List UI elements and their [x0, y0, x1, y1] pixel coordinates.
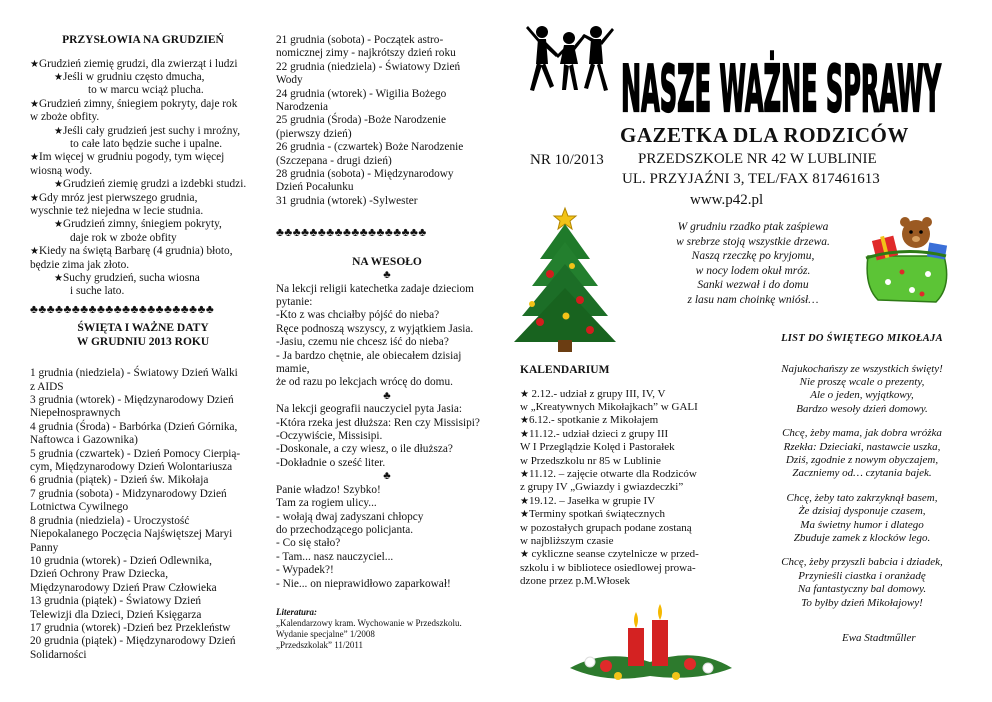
dancing-children-logo — [524, 24, 614, 98]
date-line: nomicznej zimy - najkrótszy dzień roku — [276, 47, 456, 60]
date-line: 3 grudnia (wtorek) - Międzynarodowy Dzień — [30, 394, 234, 407]
joke-line: -Jasiu, czemu nie chcesz iść do nieba? — [276, 336, 449, 349]
calendar-line: ★11.12.- udział dzieci z grupy III — [520, 427, 669, 440]
letter-stanza — [762, 363, 962, 417]
letter-line: Bardzo wesoły dzień domowy. — [796, 402, 928, 415]
letter-stanza — [762, 492, 962, 546]
poem-line: Naszą rzeczkę po kryjomu, — [691, 250, 815, 262]
calendar-line: ★Terminy spotkań świątecznych — [520, 508, 666, 521]
joke-line: -Oczywiście, Missisipi. — [276, 430, 383, 443]
joke-3 — [276, 484, 498, 591]
proverb-line: ★Grudzień ziemię grudzi a izdebki studzi. — [54, 178, 247, 191]
date-line: 7 grudnia (sobota) - Midzynarodowy Dzień — [30, 487, 227, 500]
star-icon: ★ — [520, 468, 529, 480]
proverb-line: wyschnie też niejedna w lecie studnia. — [30, 204, 204, 217]
date-line: Dzień Pocałunku — [276, 181, 354, 194]
proverb-line: daje rok w zboże obfity — [70, 231, 177, 244]
letter-line: Przynieśli ciastka i oranżadę — [798, 569, 926, 582]
joke-line: Na lekcji religii katechetka zadaje dzieciom — [276, 282, 474, 295]
joke-line: Panie władzo! Szybko! — [276, 483, 381, 496]
clover-separator: ♣ — [383, 470, 391, 483]
calendar-line: ★ 2.12.- udział z grupy III, IV, V — [520, 387, 666, 400]
proverb-line: ★Grudzień ziemię grudzi, dla zwierząt i ludzi — [30, 57, 238, 70]
date-line: 1 grudnia (niedziela) - Światowy Dzień Walki — [30, 367, 238, 380]
date-line: 10 grudnia (wtorek) - Dzień Odlewnika, — [30, 554, 212, 567]
holidays-title-2: W GRUDNIU 2013 ROKU — [76, 335, 210, 348]
calendar-line: dzone przez p.M.Włosek — [520, 575, 630, 588]
poem-line: z lasu nam choinkę wniósł… — [687, 293, 819, 306]
calendar-line: ★11.12. – zajęcie otwarte dla Rodziców — [520, 467, 697, 480]
proverb-line: będzie zima jak złoto. — [30, 258, 130, 271]
column-left — [30, 34, 256, 662]
joke-line: - Nie... on nieprawidłowo zaparkował! — [276, 577, 451, 590]
holidays-list-continued — [276, 34, 498, 208]
star-icon: ★ — [520, 549, 532, 561]
joke-1 — [276, 283, 498, 390]
date-line: Solidarności — [30, 648, 87, 661]
letter-line: Nie proszę wcale o prezenty, — [799, 375, 925, 388]
letter-author: Ewa Stadtműller — [842, 632, 916, 644]
calendar-line: ★19.12. – Jasełka w grupie IV — [520, 494, 656, 507]
school-website: www.p42.pl — [690, 192, 764, 208]
proverb-line: ★Jeśli w grudniu często dmucha, — [54, 70, 205, 83]
star-icon: ★ — [30, 98, 39, 110]
letter-line: Że dzisiaj dysponuje czasem, — [798, 505, 926, 518]
masthead-text: NASZE WAŻNE SPRAWY — [621, 51, 942, 127]
letter-line: Najukochańszy ze wszystkich święty! — [781, 362, 943, 375]
date-line: Dzień Ochrony Praw Dziecka, — [30, 568, 169, 581]
calendar-section — [520, 364, 720, 589]
calendar-line: w pozostałych grupach podane zostaną — [520, 521, 692, 534]
school-address: UL. PRZYJAŹNI 3, TEL/FAX 817461613 — [622, 171, 880, 187]
date-line: 21 grudnia (sobota) - Początek astro- — [276, 34, 444, 46]
poem-line: w nocy lodem okuł mróz. — [695, 264, 811, 277]
calendar-title: KALENDARIUM — [520, 364, 610, 376]
star-icon: ★ — [30, 246, 39, 258]
newsletter-subtitle: GAZETKA DLA RODZICÓW — [620, 123, 909, 147]
joke-line: mamie, — [276, 363, 310, 376]
joke-line: -Dokładnie o sześć liter. — [276, 456, 386, 469]
star-icon: ★ — [520, 509, 529, 521]
letter-section — [762, 332, 962, 621]
letter-line: Dziś, zgodnie z nowym obyczajem, — [785, 453, 939, 466]
date-line: 25 grudnia (Środa) -Boże Narodzenie — [276, 114, 447, 127]
proverbs-title: PRZYSŁOWIA NA GRUDZIEŃ — [62, 34, 224, 46]
joke-line: - Co się stało? — [276, 537, 341, 550]
date-line: 4 grudnia (Środa) - Barbórka (Dzień Górnika, — [30, 420, 238, 433]
joke-line: - Ja bardzo chętnie, ale obiecałem dzisiaj — [276, 349, 462, 362]
joke-line: do przechodzącego policjanta. — [276, 523, 414, 536]
star-icon: ★ — [30, 152, 39, 164]
literature — [276, 607, 498, 651]
star-icon: ★ — [30, 58, 39, 70]
proverb-line: ★Gdy mróz jest pierwszego grudnia, — [30, 191, 198, 204]
christmas-tree-icon — [510, 204, 620, 354]
date-line: Panny — [30, 541, 59, 554]
proverb-line: ★Im więcej w grudniu pogody, tym więcej — [30, 151, 225, 164]
date-line: 6 grudnia (piątek) - Dzień św. Mikołaja — [30, 474, 209, 487]
letter-line: Chcę, żeby przyszli babcia i dziadek, — [781, 556, 943, 569]
calendar-line: w „Kreatywnych Mikołajkach” w GALI — [520, 400, 698, 413]
joke-line: Ręce podnoszą wszyscy, z wyjątkiem Jasia. — [276, 322, 474, 335]
proverb-line: ★Grudzień zimny, śniegiem pokryty, — [54, 218, 222, 231]
joke-line: - Wypadek?! — [276, 564, 334, 577]
letter-stanza — [762, 556, 962, 610]
school-name: PRZEDSZKOLE NR 42 W LUBLINIE — [638, 151, 877, 167]
date-line: 8 grudnia (niedziela) - Uroczystość — [30, 514, 190, 527]
calendar-line: w najbliższym czasie — [520, 534, 614, 547]
proverb-line: ★Jeśli cały grudzień jest suchy i mroźny, — [54, 124, 241, 137]
clubs-divider: ♣♣♣♣♣♣♣♣♣♣♣♣♣♣♣♣♣♣♣♣♣♣ — [30, 302, 215, 316]
letter-stanza — [762, 427, 962, 481]
winter-poem — [656, 220, 850, 307]
star-icon: ★ — [54, 219, 63, 231]
column-middle — [276, 34, 498, 651]
letter-line: Ale o jeden, wyjątkowy, — [810, 389, 914, 402]
date-line: 22 grudnia (niedziela) - Światowy Dzień — [276, 60, 461, 73]
proverb-line: ★Grudzień zimny, śniegiem pokryty, daje rok — [30, 97, 238, 110]
letter-line: Chcę, żeby tato zakrzyknął basem, — [786, 491, 938, 504]
star-icon: ★ — [54, 71, 63, 83]
proverb-line: i suche lato. — [70, 285, 125, 298]
date-line: cym, Międzynarodowy Dzień Wolontariusza — [30, 461, 233, 474]
date-line: (Szczepana - drugi dzień) — [276, 154, 392, 167]
joke-line: że od razu po lekcjach wrócę do domu. — [276, 376, 453, 389]
calendar-line: W I Przeglądzie Kolęd i Pastorałek — [520, 441, 675, 454]
letter-line: Ma świetny humor i dlatego — [800, 518, 924, 531]
clubs-divider-short: ♣♣♣♣♣♣♣♣♣♣♣♣♣♣♣♣♣♣ — [276, 226, 427, 240]
calendar-line: szkolu i w bibliotece osiedlowej prowa- — [520, 561, 696, 574]
date-line: 26 grudnia - (czwartek) Boże Narodzenie — [276, 141, 464, 154]
joke-line: -Doskonale, a czy wiesz, o ile dłuższa? — [276, 443, 453, 456]
proverb-line: to całe lato będzie suche i upalne. — [70, 137, 223, 150]
calendar-line: z grupy IV „Gwiazdy i gwiazdeczki” — [520, 481, 684, 494]
star-icon: ★ — [520, 428, 529, 440]
issue-number: NR 10/2013 — [530, 152, 604, 168]
date-line: Lotnictwa Cywilnego — [30, 501, 129, 514]
literature-line: Wydanie specjalne” 1/2008 — [276, 628, 375, 639]
date-line: Niepokalanego Poczęcia Najświętszej Maryi — [30, 528, 233, 541]
gift-sack-icon — [858, 216, 954, 306]
holidays-list — [30, 367, 256, 662]
star-icon: ★ — [520, 415, 529, 427]
candles-decoration-icon — [566, 598, 736, 688]
date-line: 5 grudnia (czwartek) - Dzień Pomocy Cierpią- — [30, 447, 241, 460]
star-icon: ★ — [520, 388, 532, 400]
masthead-title — [616, 30, 946, 130]
letter-title: LIST DO ŚWIĘTEGO MIKOŁAJA — [781, 333, 943, 344]
star-icon: ★ — [54, 125, 63, 137]
star-icon: ★ — [54, 273, 63, 284]
date-line: Wody — [276, 74, 303, 87]
letter-line: Rzekła: Dzieciaki, nastawcie uszka, — [783, 440, 941, 453]
date-line: 24 grudnia (wtorek) - Wigilia Bożego — [276, 87, 447, 100]
date-line: 17 grudnia (wtorek) -Dzień bez Przekleństw — [30, 621, 231, 634]
star-icon: ★ — [54, 179, 63, 191]
poem-line: w srebrze stoją wszystkie drzewa. — [676, 235, 830, 248]
date-line: Niepełnosprawnych — [30, 407, 121, 420]
proverbs-list — [30, 58, 256, 299]
letter-line: Na fantastyczny bal domowy. — [797, 583, 927, 596]
date-line: Naftowca i Gazownika) — [30, 434, 138, 447]
literature-line: „Kalendarzowy kram. Wychowanie w Przedszkolu. — [276, 617, 462, 628]
literature-line: „Przedszkolak” 11/2011 — [276, 639, 364, 650]
joke-line: -Która rzeka jest dłuższa: Ren czy Missisipi? — [276, 416, 480, 429]
letter-line: Zbuduje zamek z klocków lego. — [793, 531, 931, 544]
proverb-line: wiosną wody. — [30, 164, 93, 177]
calendar-line: w Przedszkolu nr 85 w Lublinie — [520, 454, 661, 467]
proverb-line: ★Suchy grudzień, sucha wiosna — [54, 272, 200, 284]
jokes-title: NA WESOŁO — [352, 255, 422, 268]
calendar-line: ★ cykliczne seanse czytelnicze w przed- — [520, 548, 699, 561]
clover-separator: ♣ — [383, 389, 391, 402]
calendar-line: ★6.12.- spotkanie z Mikołajem — [520, 414, 659, 427]
joke-line: - Tam... nasz nauczyciel... — [276, 550, 394, 563]
letter-line: To byłby dzień Mikołajowy! — [801, 596, 923, 609]
holidays-title: ŚWIĘTA I WAŻNE DATY — [77, 322, 209, 335]
date-line: z AIDS — [30, 380, 64, 393]
clover-separator: ♣ — [383, 269, 391, 282]
proverb-line: to w marcu wciąż plucha. — [88, 84, 204, 97]
joke-line: -Kto z was chciałby pójść do nieba? — [276, 309, 440, 322]
poem-line: W grudniu rzadko ptak zaśpiewa — [677, 221, 829, 233]
letter-line: Zaczniemy od… czytania bajek. — [792, 467, 932, 480]
date-line: 31 grudnia (wtorek) -Sylwester — [276, 194, 418, 207]
date-line: Międzynarodowy Dzień Praw Człowieka — [30, 581, 217, 594]
date-line: Narodzenia — [276, 101, 329, 114]
joke-2 — [276, 403, 498, 470]
date-line: 28 grudnia (sobota) - Międzynarodowy — [276, 168, 454, 181]
proverb-line: w zboże obfity. — [30, 111, 100, 124]
joke-line: pytanie: — [276, 296, 313, 308]
date-line: 20 grudnia (piątek) - Międzynarodowy Dzień — [30, 635, 236, 648]
joke-line: - wołają dwaj zadyszani chłopcy — [276, 510, 424, 523]
letter-line: Chcę, żeby mama, jak dobra wróżka — [782, 427, 942, 440]
date-line: Telewizji dla Dzieci, Dzień Księgarza — [30, 608, 202, 621]
date-line: 13 grudnia (piątek) - Światowy Dzień — [30, 595, 201, 608]
poem-line: Sanki wezwał i do domu — [697, 279, 809, 291]
proverb-line: ★Kiedy na świętą Barbarę (4 grudnia) błoto, — [30, 245, 233, 258]
date-line: (pierwszy dzień) — [276, 127, 352, 140]
literature-label: Literatura: — [276, 606, 318, 617]
star-icon: ★ — [520, 495, 529, 507]
star-icon: ★ — [30, 192, 39, 204]
joke-line: Tam za rogiem ulicy... — [276, 497, 377, 510]
joke-line: Na lekcji geografii nauczyciel pyta Jasia: — [276, 403, 463, 416]
